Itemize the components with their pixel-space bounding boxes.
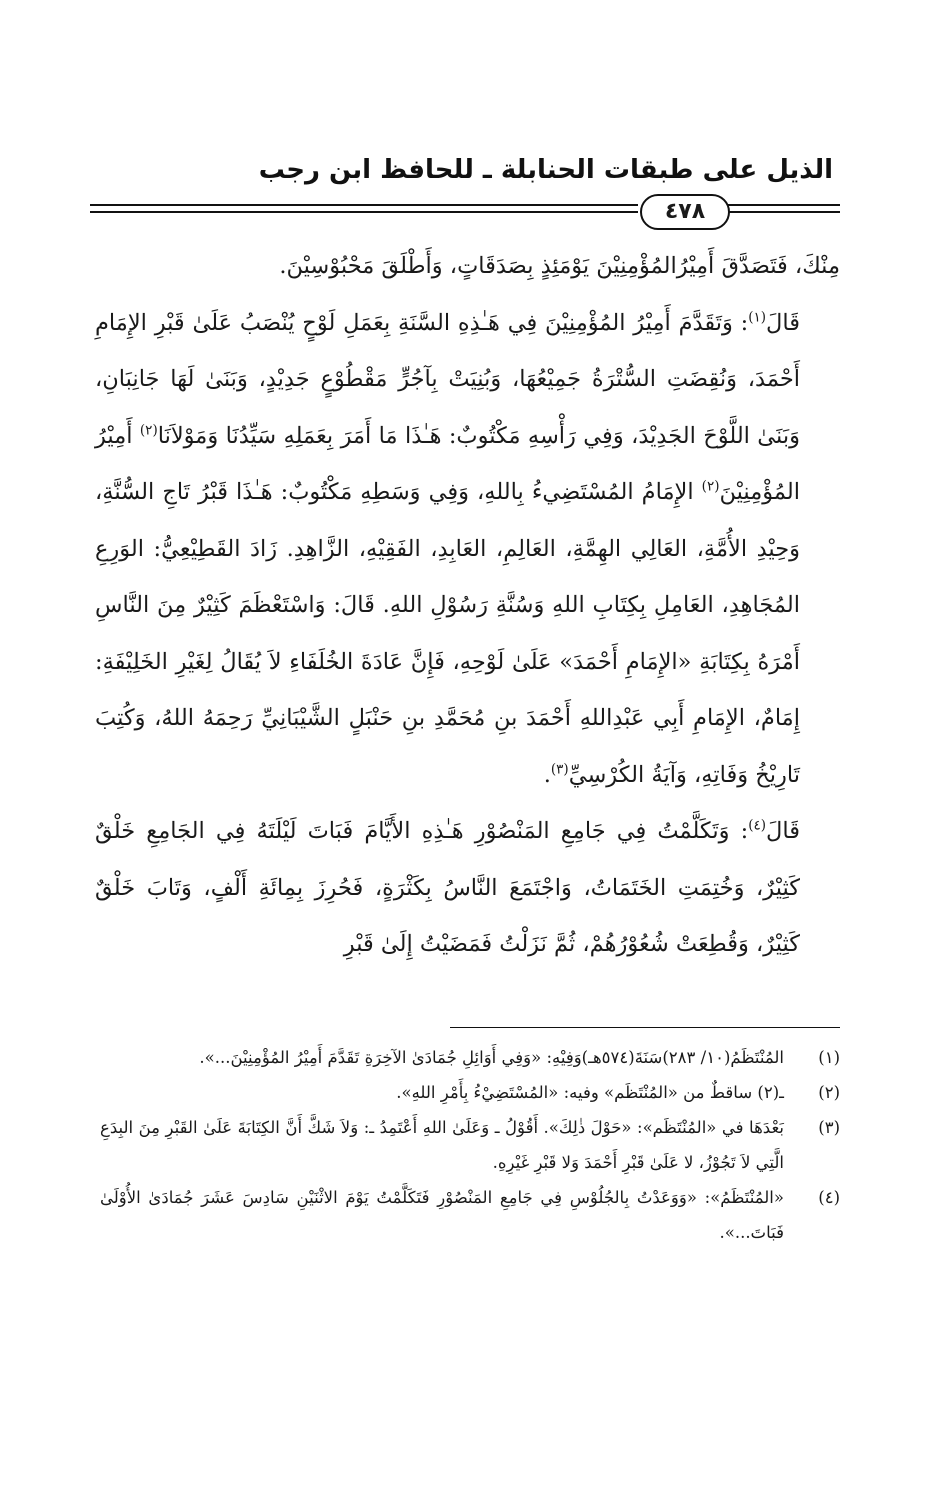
footnote-number: (٤) [818,1188,840,1207]
header-rule-top-right [728,204,840,206]
footnote [100,1075,840,1110]
footnote-ref[interactable]: (٤) [748,817,767,834]
paragraph-text: الإِمَامُ المُسْتَضِيءُ بِاللهِ، وَفِي وَسَطِهِ مَكْتُوبٌ: هَـٰذَا قَبْرُ تَاجِ السُّنَّةِ، وَحِيْدِ الأُمَّةِ، العَالِي الهِمَّةِ، العَالِمِ، العَابِدِ، الفَقِيْهِ، الزَّاهِدِ. زَادَ القَطِيْعِيُّ: الوَرِعِ المُجَاهِدِ، العَامِلِ بِكِتَابِ اللهِ وَسُنَّةِ رَسُوْلِ اللهِ. قَالَ: وَاسْتَعْظَمَ كَثِيْرٌ مِنَ النَّاسِ أَمْرَهُ بِكِتَابَةِ «الإِمَامِ أَحْمَدَ» عَلَىٰ لَوْحِهِ، فَإِنَّ عَادَةَ الخُلَفَاءِ لاَ يُقَالُ لِغَيْرِ الخَلِيْفَةِ: إِمَامٌ، الإِمَامِ أَبِي عَبْدِاللهِ أَحْمَدَ بنِ مُحَمَّدِ بنِ حَنْبَلٍ الشَّيْبَانِيِّ رَحِمَهُ اللهُ، وَكُتِبَ تَارِيْخُ وَفَاتِهِ، وَآيَةُ الكُرْسِيِّ [95,479,800,788]
header-rule-bottom-left [90,211,638,213]
footnote-ref[interactable]: (١) [748,309,767,325]
page-number: ٤٧٨ [640,194,730,230]
paragraph-text: : وَتَكَلَّمْتُ فِي جَامِعِ المَنْصُوْرِ هَـٰذِهِ الأَيَّامَ فَبَاتَ لَيْلَتَهُ فِي الجَامِعِ خَلْقٌ كَثِيْرٌ، وَخُتِمَتِ الخَتَمَاتُ، وَاجْتَمَعَ النَّاسُ بِكَثْرَةٍ، فَحُرِزَ بِمِائَةِ أَلْفٍ، وَتَابَ خَلْقٌ كَثِيْرٌ، وَقُطِعَتْ شُعُوْرُهُمْ، ثُمَّ نَزَلْتُ فَمَضَيْتُ إِلَىٰ قَبْرِ [95,818,800,957]
footnote [100,1180,840,1250]
paragraph [95,238,840,295]
paragraph-text: مِنْكَ، فَتَصَدَّقَ أَمِيْرُالمُؤْمِنِيْنَ يَوْمَئِذٍ بِصَدَقَاتٍ، وَأَطْلَقَ مَحْبُوْسِيْنَ. [279,253,840,279]
header-rule-top-left [90,204,638,206]
footnote-separator [450,1027,840,1028]
footnote-number: (١) [818,1048,840,1067]
paragraph-text: . [543,761,551,788]
footnote [100,1110,840,1180]
running-header-title: الذيل على طبقات الحنابلة ـ للحافظ ابن رجب [258,155,833,185]
footnote-ref[interactable]: (٢) [701,478,720,495]
main-text [95,238,840,973]
paragraph-text: أَمِيْرُ المُؤْمِنِيْنَ [95,422,800,505]
paragraph-text: : وَتَقَدَّمَ أَمِيْرُ المُؤْمِنِيْنَ فِي هَـٰذِهِ السَّنَةِ بِعَمَلِ لَوْحٍ يُنْصَبُ عَلَىٰ قَبْرِ الإِمَامِ أَحْمَدَ، وَنُقِضَتِ السُّتْرَةُ جَمِيْعُهَا، وَبُنِيَتْ بِآجُرٍّ مَقْطُوْعٍ جَدِيْدٍ، وَبَنَىٰ لَهَا جَانِبَانِ، وَبَنَىٰ اللَّوْحَ الجَدِيْدَ، وَفِي رَأْسِهِ مَكْتُوبٌ: هَـٰذَا مَا أَمَرَ بِعَمَلِهِ سَيِّدُنَا وَمَوْلاَنَا [95,309,800,449]
footnote-number: (٣) [818,1118,840,1137]
footnote-text: «المُنْتَظَمُ»: «وَوَعَدْتُ بِالجُلُوْسِ فِي جَامِعِ المَنْصُوْرِ فَتَكَلَّمْتُ يَوْمَ الاثْنَيْنِ سَادِسَ عَشَرَ جُمَادَىٰ الأُوْلَىٰ فَبَاتَ...». [100,1188,784,1242]
paragraph-text: قَالَ [766,818,800,844]
paragraph [95,803,840,973]
header-rule-bottom-right [728,211,840,213]
footnote-text: بَعْدَهَا في «المُنْتَظَم»: «حَوْلَ ذٰلِكَ». أَقُوْلُ ـ وَعَلَىٰ اللهِ أَعْتَمِدُ ـ: وَلاَ شَكَّ أَنَّ الكِتَابَةَ عَلَىٰ القَبْرِ مِنَ البِدَعِ الَّتِي لاَ تَجُوْزُ، لا عَلَىٰ قَبْرِ أَحْمَدَ وَلا قَبْرِ غَيْرِهِ. [100,1118,784,1172]
footnote-ref[interactable]: (٣) [550,761,569,777]
footnote-ref[interactable]: (٢) [139,422,158,438]
footnote [100,1040,840,1075]
footnote-number: (٢) [818,1083,840,1102]
paragraph-text: قَالَ [766,309,800,336]
footnotes [100,1040,840,1250]
footnote-text: ـ(٢) ساقطٌ من «المُنْتَظَم» وفيه: «المُسْتَضِيْءُ بِأَمْرِ اللهِ». [396,1083,784,1102]
paragraph [95,295,840,804]
footnote-text: المُنْتَظَمُ(١٠/ ٢٨٣)سَنَةَ(٥٧٤هـ)وَفِيْهِ: «وَفِي أَوَائِلِ جُمَادَىٰ الآخِرَةِ تَقَدَّمَ أَمِيْرُ المُؤْمِنِيْنَ...». [199,1048,784,1067]
